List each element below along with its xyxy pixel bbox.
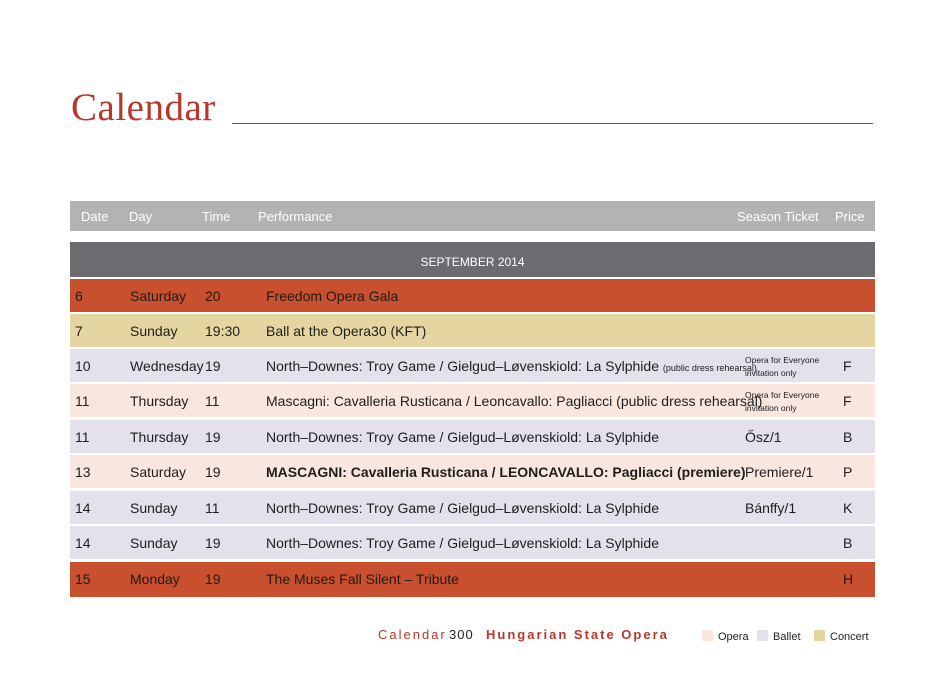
legend-swatch-opera <box>702 630 713 641</box>
performance-note: (public dress rehearsal) <box>662 363 757 373</box>
row-day: Sunday <box>130 535 178 551</box>
row-performance: North–Downes: Troy Game / Gielgud–Løvenskiold: La Sylphide <box>266 500 659 516</box>
row-price: H <box>843 571 854 587</box>
row-season-ticket: Ősz/1 <box>745 429 782 445</box>
row-time: 20 <box>205 288 221 304</box>
row-time: 19 <box>205 358 221 374</box>
table-row <box>70 384 875 418</box>
row-price: P <box>843 464 853 480</box>
legend-label: Concert <box>830 631 869 643</box>
title-rule <box>232 123 873 124</box>
row-time: 19:30 <box>205 323 241 339</box>
row-day: Saturday <box>130 464 187 480</box>
row-date: 10 <box>75 358 91 374</box>
header-price: Price <box>835 209 865 224</box>
row-time: 19 <box>205 571 221 587</box>
ticket-line-2: invitation only <box>745 368 797 378</box>
month-heading: SEPTEMBER 2014 <box>70 242 875 277</box>
row-performance: The Muses Fall Silent – Tribute <box>266 571 459 587</box>
row-performance: Mascagni: Cavalleria Rusticana / Leoncavallo: Pagliacci (public dress rehearsal) <box>266 393 763 409</box>
row-day: Sunday <box>130 323 178 339</box>
row-date: 14 <box>75 535 91 551</box>
row-date: 15 <box>75 571 91 587</box>
table-row <box>70 279 875 313</box>
header-date: Date <box>81 209 109 224</box>
table-row <box>70 562 875 598</box>
row-date: 13 <box>75 464 91 480</box>
row-season-ticket <box>745 354 819 380</box>
legend-swatch-concert <box>814 630 825 641</box>
row-price: F <box>843 393 852 409</box>
row-performance: Freedom Opera Gala <box>266 288 399 304</box>
row-time: 19 <box>205 535 221 551</box>
row-date: 6 <box>75 288 83 304</box>
legend-concert <box>814 630 869 643</box>
table-header <box>70 201 875 231</box>
row-time: 19 <box>205 464 221 480</box>
row-performance <box>266 349 757 385</box>
row-day: Thursday <box>130 429 189 445</box>
header-season-ticket: Season Ticket <box>737 209 819 224</box>
footer-section: Calendar <box>378 627 447 642</box>
legend-swatch-ballet <box>757 630 768 641</box>
header-day: Day <box>129 209 153 224</box>
ticket-line-1: Opera for Everyone <box>745 355 820 365</box>
table-row <box>70 526 875 560</box>
table-row <box>70 455 875 489</box>
legend-label: Ballet <box>773 631 801 643</box>
row-performance: North–Downes: Troy Game / Gielgud–Løvenskiold: La Sylphide <box>266 429 659 445</box>
header-performance: Performance <box>258 209 333 224</box>
table-row <box>70 314 875 348</box>
legend-opera <box>702 630 749 643</box>
performance-title: North–Downes: Troy Game / Gielgud–Løvenskiold: La Sylphide <box>266 358 659 374</box>
table-row <box>70 491 875 525</box>
row-day: Sunday <box>130 500 178 516</box>
ticket-line-2: invitation only <box>745 403 797 413</box>
row-performance: MASCAGNI: Cavalleria Rusticana / LEONCAVALLO: Pagliacci (premiere) <box>266 464 746 480</box>
row-day: Wednesday <box>130 358 204 374</box>
row-date: 7 <box>75 323 83 339</box>
ticket-line-1: Opera for Everyone <box>745 390 820 400</box>
row-date: 11 <box>75 393 90 409</box>
row-time: 11 <box>205 393 220 409</box>
row-performance: North–Downes: Troy Game / Gielgud–Løvenskiold: La Sylphide <box>266 535 659 551</box>
legend-ballet <box>757 630 801 643</box>
row-day: Saturday <box>130 288 187 304</box>
legend-label: Opera <box>718 631 749 643</box>
header-time: Time <box>202 209 231 224</box>
row-day: Thursday <box>130 393 189 409</box>
row-season-ticket: Bánffy/1 <box>745 500 797 516</box>
page-title: Calendar <box>71 86 216 129</box>
row-season-ticket <box>745 389 819 415</box>
row-time: 11 <box>205 500 220 516</box>
row-date: 11 <box>75 429 90 445</box>
row-price: F <box>843 358 852 374</box>
table-row <box>70 349 875 383</box>
row-price: B <box>843 535 853 551</box>
row-price: B <box>843 429 853 445</box>
page-number: 300 <box>449 627 474 642</box>
row-price: K <box>843 500 853 516</box>
row-performance: Ball at the Opera30 (KFT) <box>266 323 427 339</box>
row-time: 19 <box>205 429 221 445</box>
row-day: Monday <box>130 571 180 587</box>
row-date: 14 <box>75 500 91 516</box>
table-row <box>70 420 875 454</box>
row-season-ticket: Premiere/1 <box>745 464 814 480</box>
footer-publisher: Hungarian State Opera <box>486 627 669 642</box>
